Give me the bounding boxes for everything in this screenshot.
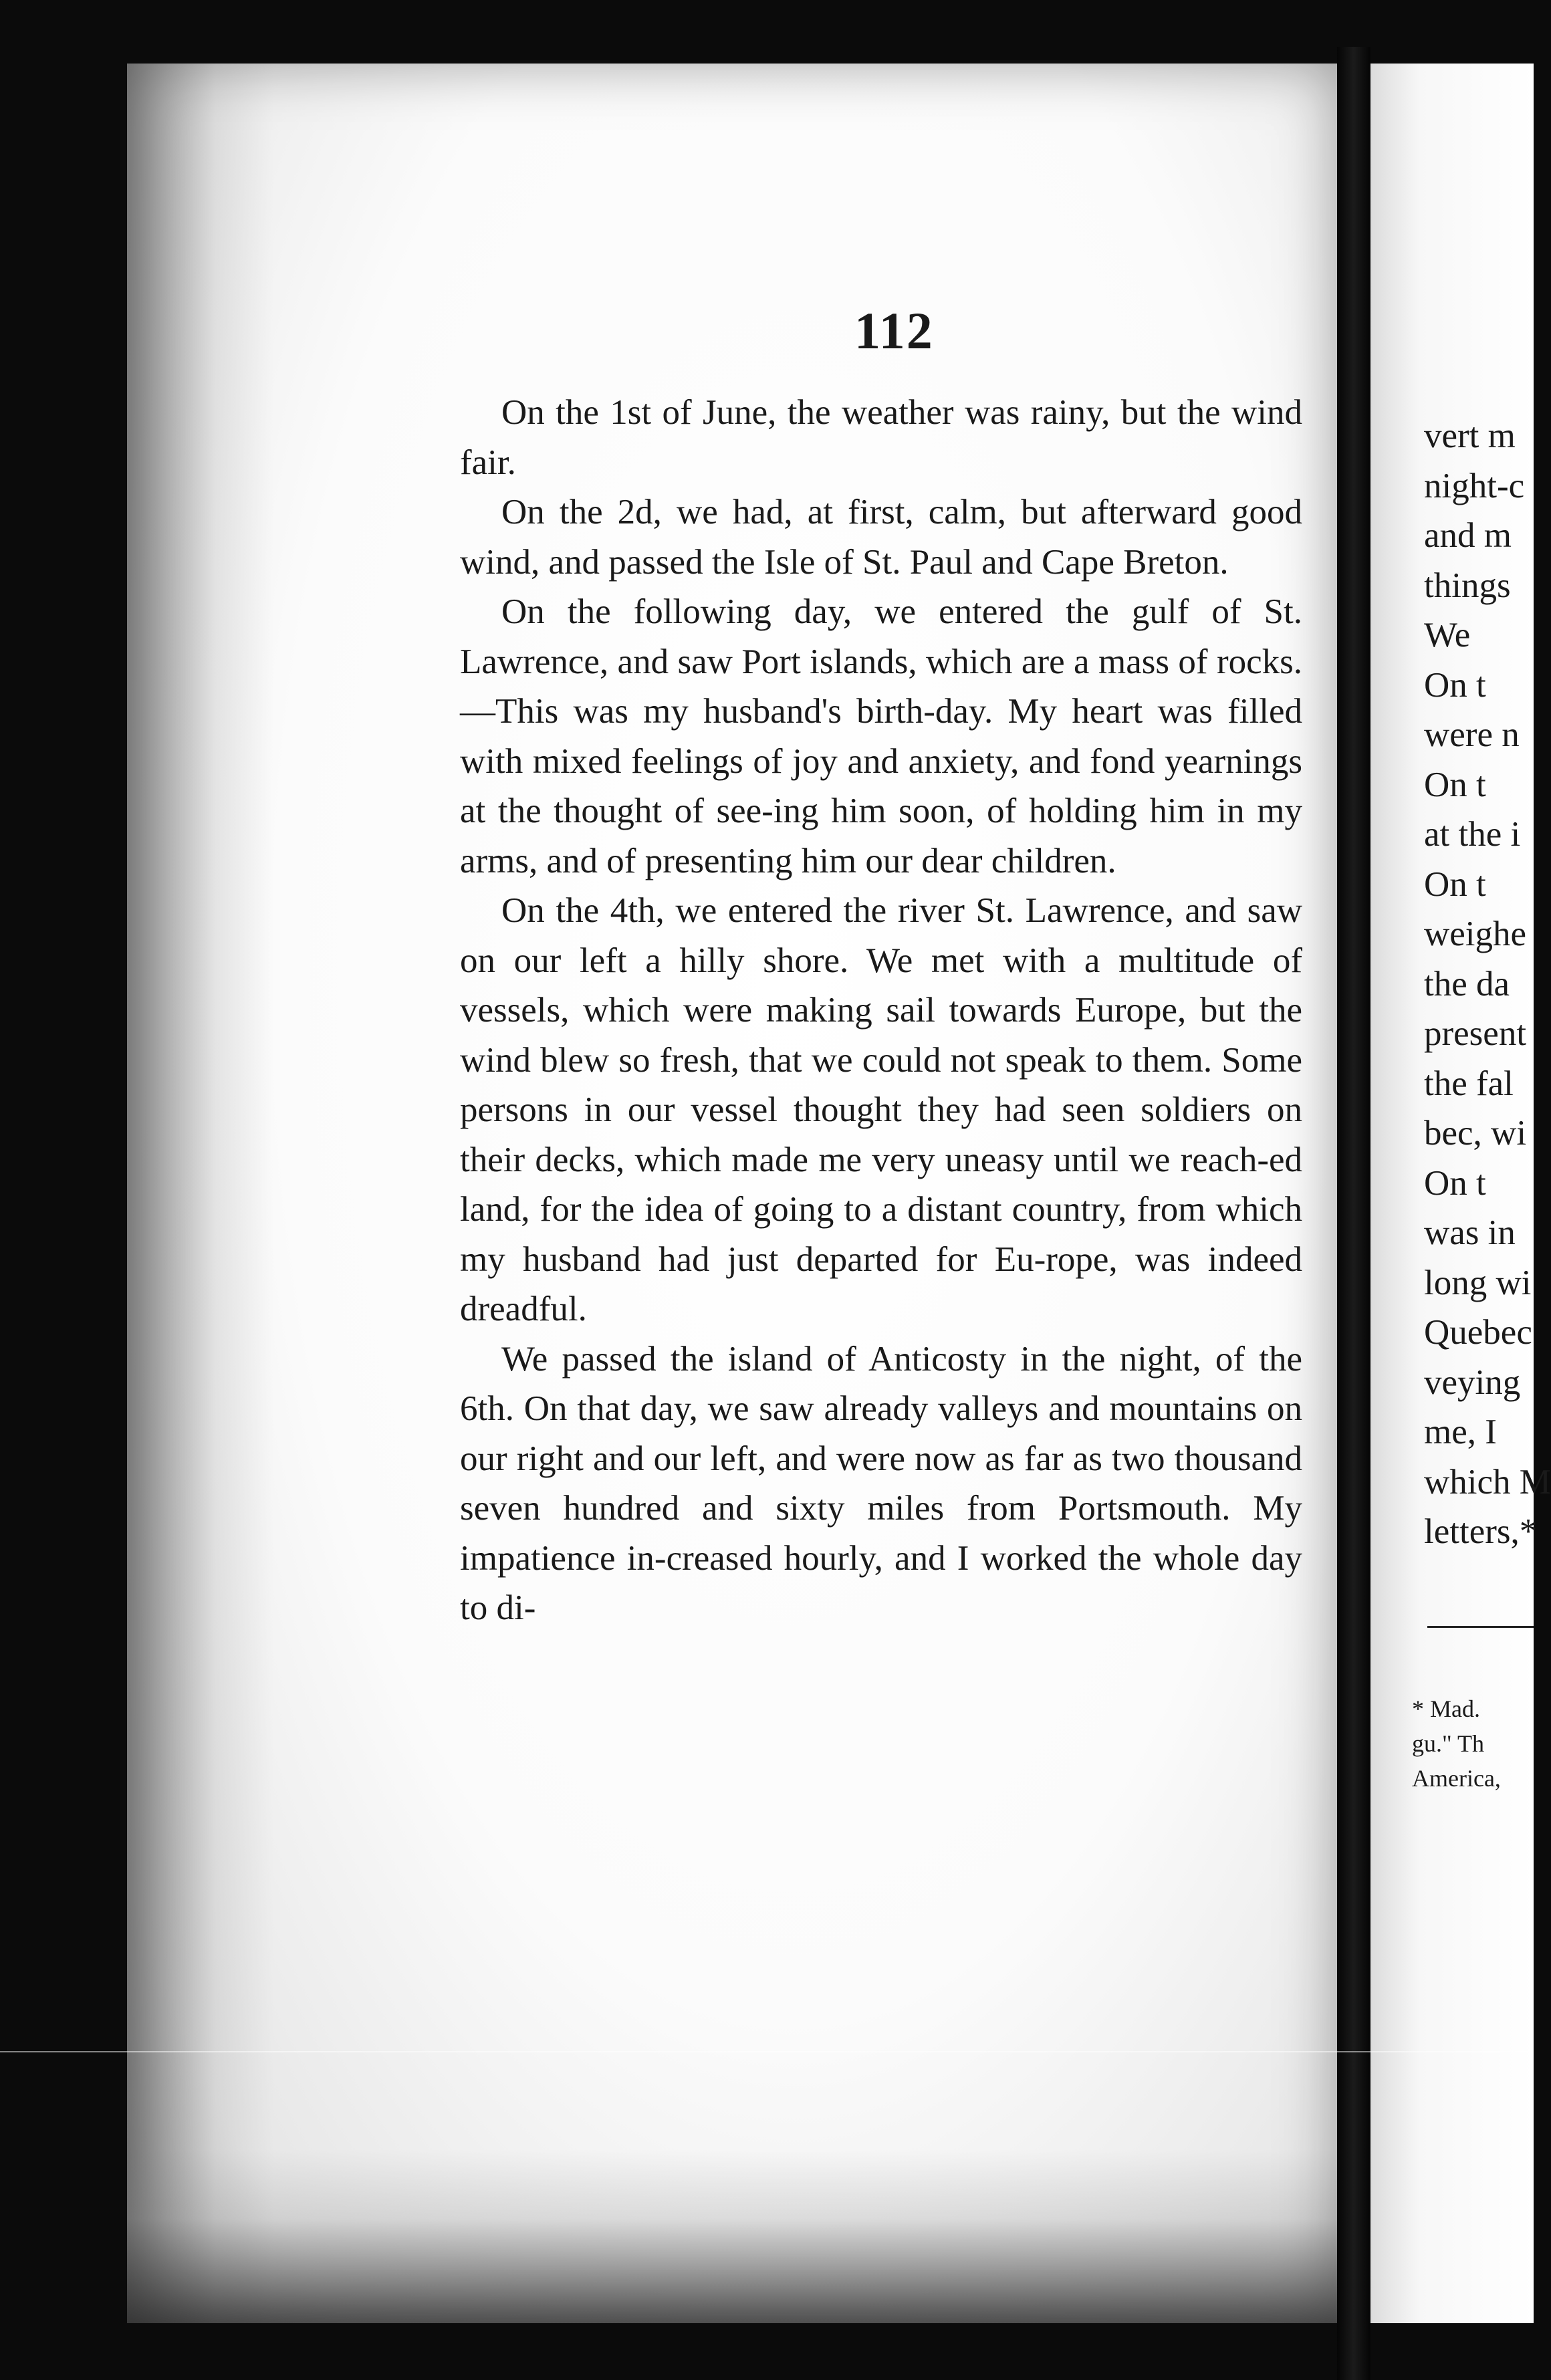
facing-line: On t	[1424, 1163, 1486, 1203]
facing-line: On t	[1424, 665, 1486, 705]
facing-page-footnotes	[1412, 1691, 1534, 1796]
facing-page-text	[1424, 411, 1551, 1557]
paragraph: On the 4th, we entered the river St. Lawrence, and saw on our left a hilly shore. We met with a multitude of vessels, which were making sail towards Europe, but the wind blew so fresh, that we could not speak to them. Some persons in our vessel thought they had seen soldiers on their decks, which made me very uneasy until we reach-ed land, for the idea of going to a distant country, from which my husband had just departed for Eu-rope, was indeed dreadful.	[460, 891, 1302, 1328]
facing-line: were n	[1424, 715, 1520, 754]
footnote-line: gu." Th	[1412, 1730, 1485, 1757]
paragraph: On the following day, we entered the gulf of St. Lawrence, and saw Port islands, which are a mass of rocks.—This was my husband's birth-day. My heart was filled with mixed feelings of joy and anxiety, and fond yearnings at the thought of see-ing him soon, of holding him in my arms, and of presenting him our dear children.	[460, 592, 1302, 880]
facing-line: bec, wi	[1424, 1114, 1527, 1153]
footnote-line: * Mad.	[1412, 1695, 1480, 1722]
facing-line: the da	[1424, 964, 1510, 1003]
facing-line: On t	[1424, 864, 1486, 904]
book-gutter	[1337, 47, 1370, 2380]
facing-line: was in	[1424, 1213, 1516, 1252]
facing-line: which M	[1424, 1462, 1551, 1502]
facing-line: vert m	[1424, 416, 1516, 455]
paragraph: On the 2d, we had, at first, calm, but afterward good wind, and passed the Isle of St. Paul and Cape Breton.	[460, 493, 1302, 582]
paragraph: We passed the island of Anticosty in the night, of the 6th. On that day, we saw already valleys and mountains on our right and our left, and were now as far as two thousand seven hundred and sixty miles from Portsmouth. My impatience in-creased hourly, and I worked the whole day to di-	[460, 1339, 1302, 1627]
paragraph: On the 1st of June, the weather was rainy, but the wind fair.	[460, 393, 1302, 482]
facing-line: veying	[1424, 1362, 1521, 1402]
facing-line: On t	[1424, 765, 1486, 804]
facing-line: the fal	[1424, 1064, 1514, 1103]
facing-line: me, I	[1424, 1413, 1497, 1451]
page-body	[460, 388, 1302, 1633]
facing-line: at the i	[1424, 815, 1521, 854]
facing-line: and m	[1424, 516, 1512, 555]
footnote-line: America,	[1412, 1765, 1501, 1792]
page-number: 112	[854, 302, 934, 360]
facing-line: letters,*	[1424, 1512, 1538, 1551]
facing-line: We	[1424, 616, 1471, 654]
scan-artifact-line	[0, 2051, 1534, 2052]
facing-line: present	[1424, 1014, 1527, 1053]
footnote-rule	[1427, 1626, 1534, 1628]
facing-line: Quebec	[1424, 1313, 1532, 1352]
facing-line: night-c	[1424, 466, 1525, 505]
facing-line: things	[1424, 566, 1511, 605]
facing-line: weighe	[1424, 915, 1527, 953]
facing-line: long wi	[1424, 1263, 1532, 1302]
